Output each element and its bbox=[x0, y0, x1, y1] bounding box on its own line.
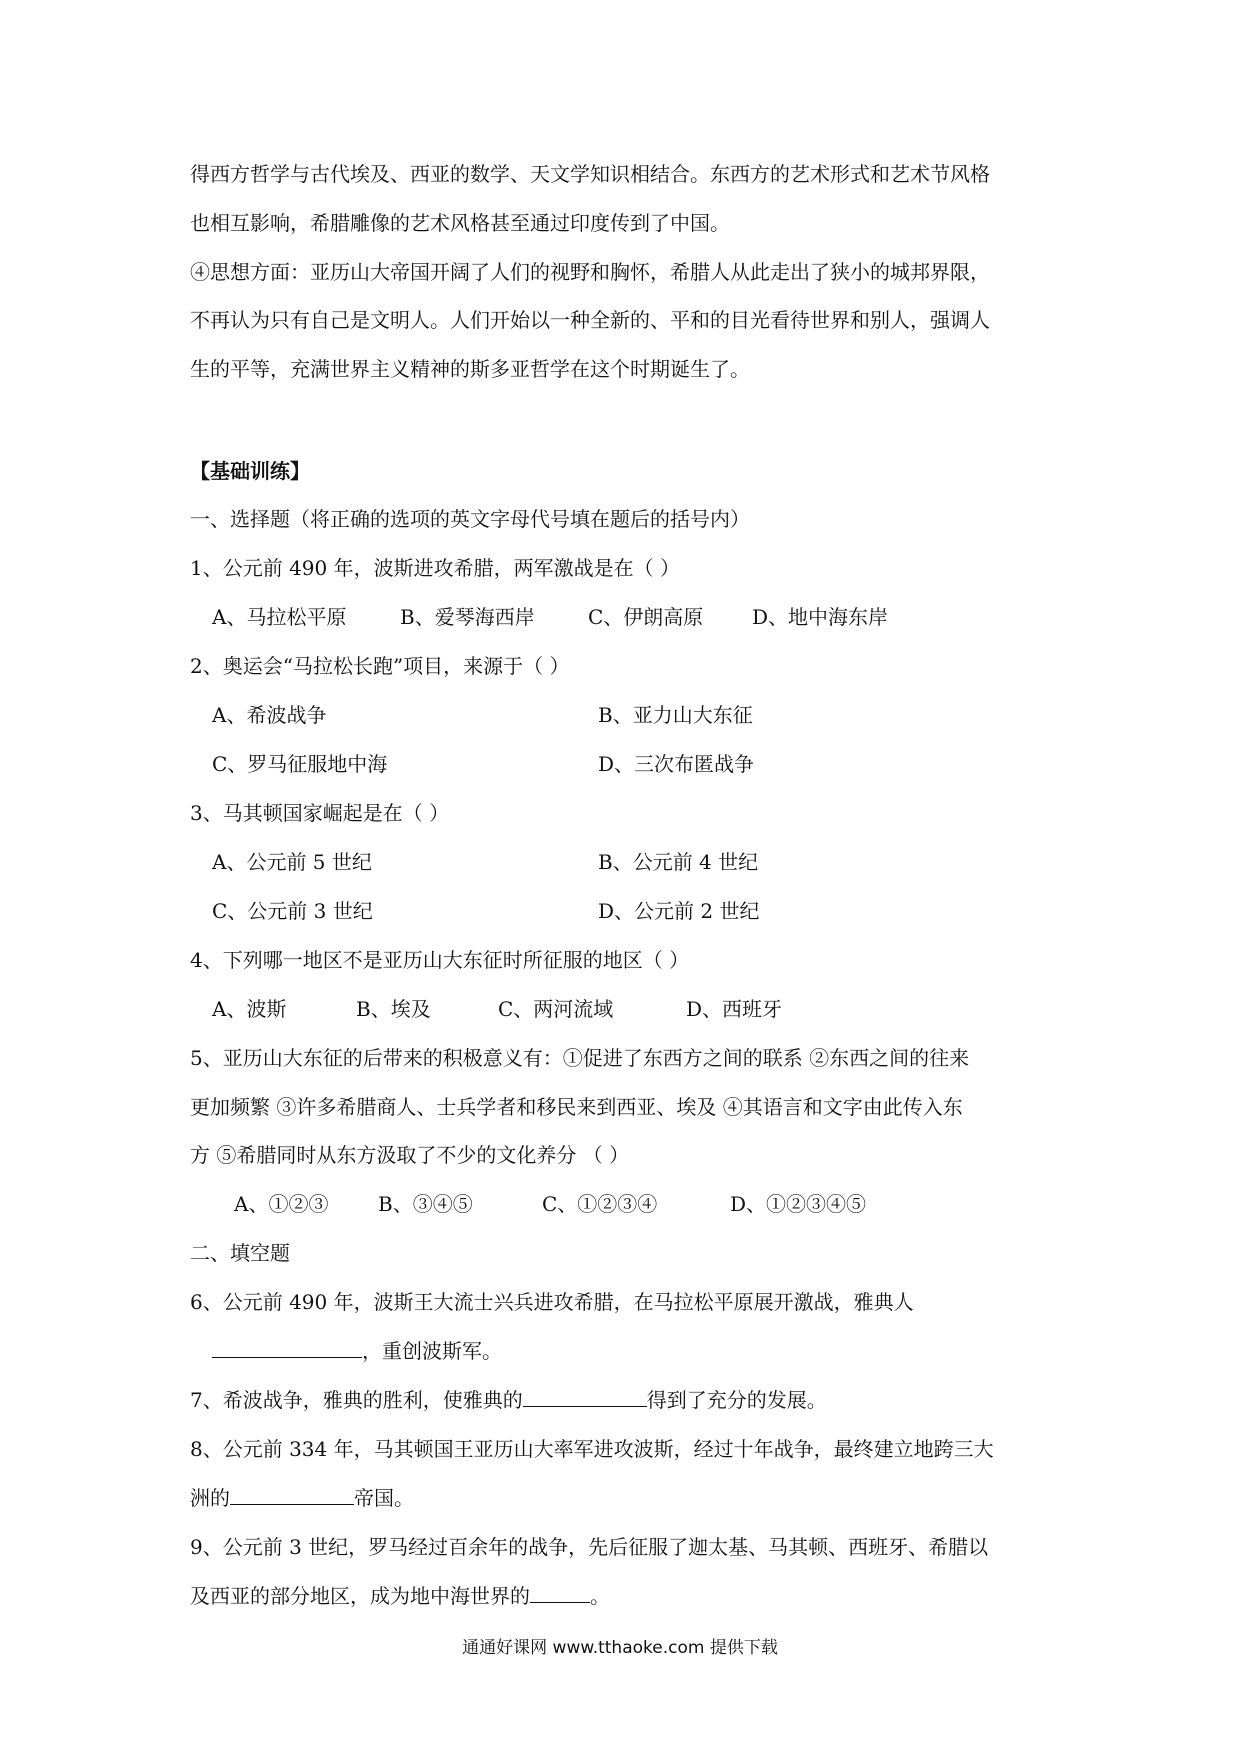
question-4: 4、下列哪一地区不是亚历山大东征时所征服的地区（ ） bbox=[190, 948, 690, 972]
q3-option-a: A、公元前 5 世纪 bbox=[212, 850, 372, 874]
q5-option-d: D、①②③④⑤ bbox=[730, 1192, 867, 1216]
question-5-line-3: 方 ⑤希腊同时从东方汲取了不少的文化养分 （ ） bbox=[190, 1143, 630, 1167]
q8-suffix: 帝国。 bbox=[354, 1486, 414, 1510]
intro-line-1: 得西方哲学与古代埃及、西亚的数学、天文学知识相结合。东西方的艺术形式和艺术节风格 bbox=[190, 162, 990, 186]
question-2: 2、奥运会“马拉松长跑”项目，来源于（ ） bbox=[190, 654, 570, 678]
q5-option-a: A、①②③ bbox=[234, 1192, 329, 1216]
q9-answer-blank[interactable] bbox=[530, 1582, 590, 1603]
question-3: 3、马其顿国家崛起是在（ ） bbox=[190, 801, 450, 825]
q2-option-b: B、亚力山大东征 bbox=[598, 703, 753, 727]
q4-option-a: A、波斯 bbox=[212, 997, 287, 1021]
question-8-line-2 bbox=[190, 1484, 414, 1512]
question-7 bbox=[190, 1386, 827, 1414]
q4-option-b: B、埃及 bbox=[356, 997, 431, 1021]
q8-prefix: 洲的 bbox=[190, 1486, 230, 1510]
footer-credit: 通通好课网 www.tthaoke.com 提供下载 bbox=[462, 1638, 778, 1658]
question-6-line-2 bbox=[212, 1337, 502, 1365]
q7-suffix: 得到了充分的发展。 bbox=[646, 1388, 827, 1412]
question-9-line-1: 9、公元前 3 世纪，罗马经过百余年的战争，先后征服了迦太基、马其顿、西班牙、希腊以 bbox=[190, 1535, 989, 1559]
q5-option-b: B、③④⑤ bbox=[378, 1192, 473, 1216]
question-6-line-1: 6、公元前 490 年，波斯王大流士兴兵进攻希腊，在马拉松平原展开激战，雅典人 bbox=[190, 1290, 914, 1314]
q9-suffix: 。 bbox=[590, 1584, 610, 1608]
q9-prefix: 及西亚的部分地区，成为地中海世界的 bbox=[190, 1584, 530, 1608]
question-5-line-2: 更加频繁 ③许多希腊商人、士兵学者和移民来到西亚、埃及 ④其语言和文字由此传入东 bbox=[190, 1095, 963, 1119]
q3-option-c: C、公元前 3 世纪 bbox=[212, 899, 373, 923]
q3-option-b: B、公元前 4 世纪 bbox=[598, 850, 759, 874]
intro-line-4: 不再认为只有自己是文明人。人们开始以一种全新的、平和的目光看待世界和别人，强调人 bbox=[190, 308, 990, 332]
q6-suffix: ，重创波斯军。 bbox=[362, 1339, 502, 1363]
intro-line-5: 生的平等，充满世界主义精神的斯多亚哲学在这个时期诞生了。 bbox=[190, 357, 750, 381]
question-9-line-2 bbox=[190, 1582, 610, 1610]
question-1: 1、公元前 490 年，波斯进攻希腊，两军激战是在（ ） bbox=[190, 556, 680, 580]
q2-option-d: D、三次布匿战争 bbox=[598, 752, 755, 776]
q6-answer-blank[interactable] bbox=[212, 1337, 362, 1358]
q1-option-d: D、地中海东岸 bbox=[752, 605, 889, 629]
question-8-line-1: 8、公元前 334 年，马其顿国王亚历山大率军进攻波斯，经过十年战争，最终建立地跨三大 bbox=[190, 1437, 994, 1461]
q4-option-d: D、西班牙 bbox=[686, 997, 783, 1021]
q1-option-c: C、伊朗高原 bbox=[588, 605, 704, 629]
section-title: 【基础训练】 bbox=[190, 459, 310, 483]
q7-answer-blank[interactable] bbox=[523, 1386, 647, 1407]
intro-line-3: ④思想方面：亚历山大帝国开阔了人们的视野和胸怀，希腊人从此走出了狭小的城邦界限， bbox=[190, 260, 990, 284]
q4-option-c: C、两河流域 bbox=[498, 997, 614, 1021]
part2-heading: 二、填空题 bbox=[190, 1241, 290, 1265]
q8-answer-blank[interactable] bbox=[230, 1484, 354, 1505]
q1-option-b: B、爱琴海西岸 bbox=[400, 605, 535, 629]
q1-option-a: A、马拉松平原 bbox=[212, 605, 347, 629]
intro-line-2: 也相互影响，希腊雕像的艺术风格甚至通过印度传到了中国。 bbox=[190, 211, 730, 235]
question-5-line-1: 5、亚历山大东征的后带来的积极意义有：①促进了东西方之间的联系 ②东西之间的往来 bbox=[190, 1046, 970, 1070]
q3-option-d: D、公元前 2 世纪 bbox=[598, 899, 760, 923]
part1-heading: 一、选择题（将正确的选项的英文字母代号填在题后的括号内） bbox=[190, 507, 750, 531]
q2-option-a: A、希波战争 bbox=[212, 703, 327, 727]
q5-option-c: C、①②③④ bbox=[542, 1192, 658, 1216]
q2-option-c: C、罗马征服地中海 bbox=[212, 752, 388, 776]
q7-prefix: 7、希波战争，雅典的胜利，使雅典的 bbox=[190, 1388, 523, 1412]
